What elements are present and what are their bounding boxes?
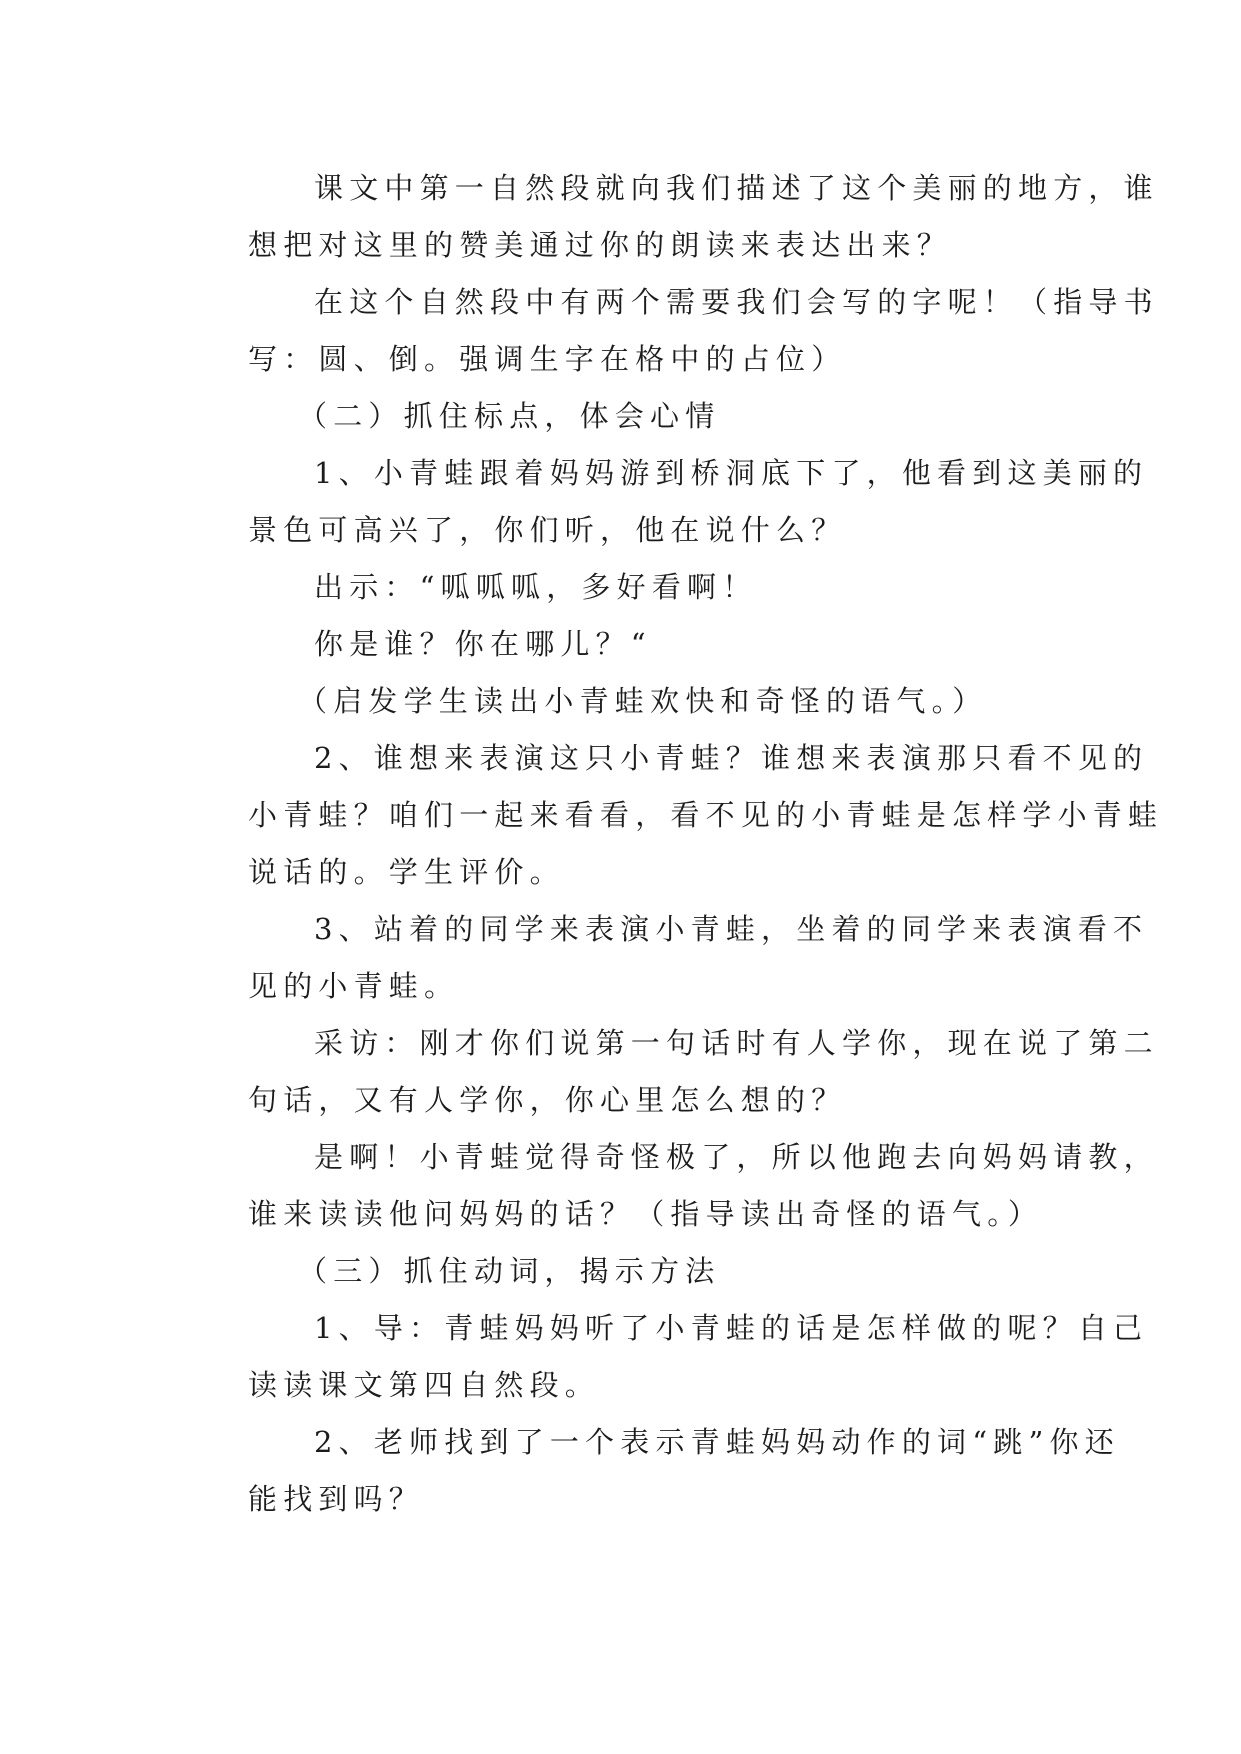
document-body [190, 160, 1164, 1528]
paragraph-3 [190, 445, 1149, 559]
paragraph-6 [190, 673, 1060, 730]
section-heading-3 [190, 1243, 1060, 1300]
paragraph-4 [190, 559, 1060, 616]
text-line: 是啊！小青蛙觉得奇怪极了，所以他跑去向妈妈请教， [314, 1140, 1159, 1174]
heading-line: （三）抓住动词，揭示方法 [298, 1254, 721, 1288]
text-line: 想把对这里的赞美通过你的朗读来表达出来？ [248, 228, 953, 262]
paragraph-7 [190, 730, 1164, 901]
text-line: 2、谁想来表演这只小青蛙？谁想来表演那只看不见的 [314, 741, 1149, 775]
text-line: 见的小青蛙。 [248, 969, 460, 1003]
paragraph-9 [190, 1015, 1159, 1129]
text-line: 句话，又有人学你，你心里怎么想的？ [248, 1083, 847, 1117]
text-line: 景色可高兴了，你们听，他在说什么？ [248, 513, 847, 547]
text-line: 课文中第一自然段就向我们描述了这个美丽的地方，谁 [314, 171, 1159, 205]
text-line: 小青蛙？咱们一起来看看，看不见的小青蛙是怎样学小青蛙 [248, 798, 1164, 832]
text-line: 谁来读读他问妈妈的话？（指导读出奇怪的语气。） [248, 1197, 1044, 1231]
paragraph-12 [190, 1414, 1120, 1528]
text-line: 能找到吗？ [248, 1482, 425, 1516]
text-line: 你是谁？你在哪儿？“ [314, 627, 652, 661]
text-line: 说话的。学生评价。 [248, 855, 565, 889]
paragraph-2 [190, 274, 1159, 388]
paragraph-8 [190, 901, 1149, 1015]
text-line: 写：圆、倒。强调生字在格中的占位） [248, 342, 847, 376]
text-line: 1、小青蛙跟着妈妈游到桥洞底下了，他看到这美丽的 [314, 456, 1149, 490]
text-line: 采访：刚才你们说第一句话时有人学你，现在说了第二 [314, 1026, 1159, 1060]
paragraph-10 [190, 1129, 1159, 1243]
section-heading-2 [190, 388, 1060, 445]
paragraph-11 [190, 1300, 1149, 1414]
text-line: 2、老师找到了一个表示青蛙妈妈动作的词“跳”你还 [314, 1425, 1120, 1459]
text-line: 1、导：青蛙妈妈听了小青蛙的话是怎样做的呢？自己 [314, 1311, 1149, 1345]
text-line: 在这个自然段中有两个需要我们会写的字呢！（指导书 [314, 285, 1159, 319]
text-line: 读读课文第四自然段。 [248, 1368, 601, 1402]
text-line: 3、站着的同学来表演小青蛙，坐着的同学来表演看不 [314, 912, 1149, 946]
paragraph-5 [190, 616, 1060, 673]
heading-line: （二）抓住标点，体会心情 [298, 399, 721, 433]
text-line: 出示：“呱呱呱，多好看啊！ [314, 570, 758, 604]
paragraph-1 [190, 160, 1159, 274]
text-line: （启发学生读出小青蛙欢快和奇怪的语气。） [298, 684, 988, 718]
